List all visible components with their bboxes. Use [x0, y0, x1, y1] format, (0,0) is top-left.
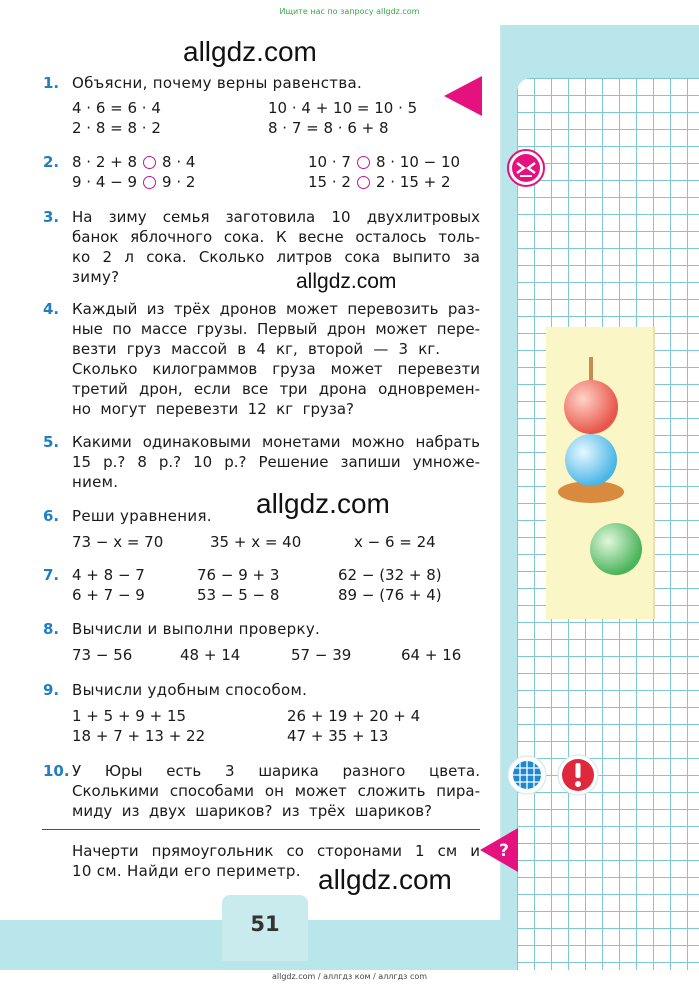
- expr-left: 8 · 2 + 8: [72, 153, 138, 171]
- top-note: Ищите нас по запросу allgdz.com: [279, 7, 420, 16]
- expression: 1 + 5 + 9 + 15: [72, 707, 187, 725]
- task-number: 8.: [43, 620, 60, 638]
- expr-right: 8 · 10 − 10: [375, 153, 461, 171]
- expression: 26 + 19 + 20 + 4: [287, 707, 421, 725]
- equation: 8 · 7 = 8 · 6 + 8: [268, 119, 389, 137]
- task-number: 10.: [43, 762, 70, 780]
- watermark: allgdz.com: [256, 488, 390, 519]
- task-number: 6.: [43, 507, 60, 525]
- equation: 10 · 4 + 10 = 10 · 5: [268, 99, 418, 117]
- task-number: 7.: [43, 566, 60, 584]
- expression: 53 − 5 − 8: [197, 586, 280, 604]
- extra-task-line: 10 см. Найди его периметр.: [72, 862, 301, 880]
- compare-circle[interactable]: [143, 176, 156, 189]
- compare-row: [308, 173, 451, 191]
- task-line: На зиму семья заготовила 10 двухлитровых: [72, 208, 480, 226]
- svg-text:?: ?: [499, 841, 509, 861]
- equation: 2 · 8 = 8 · 2: [72, 119, 161, 137]
- watermark: allgdz.com: [318, 864, 452, 895]
- task-line: ко 2 л сока. Сколько литров сока выпито за: [72, 248, 480, 266]
- expression: 48 + 14: [180, 646, 241, 664]
- task-number: 9.: [43, 681, 60, 699]
- pink-arrow-icon: [444, 76, 482, 116]
- compare-circle[interactable]: [143, 156, 156, 169]
- compare-row: [72, 153, 195, 171]
- task-number: 4.: [43, 300, 60, 318]
- warning-icon: [557, 754, 599, 796]
- expr-right: 8 · 4: [162, 153, 196, 171]
- compare-row: [308, 153, 460, 171]
- task-text: Вычисли и выполни проверку.: [72, 620, 321, 638]
- task-line: ные по массе грузы. Первый дрон может пере-: [72, 320, 480, 338]
- task-line: нием.: [72, 473, 119, 491]
- compare-circle[interactable]: [357, 156, 370, 169]
- bottom-note: allgdz.com / аллгдз ком / аллгдз com: [271, 972, 428, 981]
- page-number: 51: [250, 912, 280, 936]
- task-line: Сколько килограммов груза может перевезти: [72, 360, 480, 378]
- task-text: Реши уравнения.: [72, 507, 212, 525]
- task-number: 5.: [43, 433, 60, 451]
- expr-right: 2 · 15 + 2: [375, 173, 451, 191]
- expression: 47 + 35 + 13: [287, 727, 389, 745]
- expr-left: 9 · 4 − 9: [72, 173, 138, 191]
- task-line: 15 р.? 8 р.? 10 р.? Решение запиши умноже-: [72, 453, 480, 471]
- expression: 76 − 9 + 3: [197, 566, 280, 584]
- watermark: allgdz.com: [183, 36, 317, 67]
- expr-left: 10 · 7: [308, 153, 351, 171]
- task-line: Какими одинаковыми монетами можно набрать: [72, 433, 480, 451]
- abacus-beads: [546, 327, 653, 619]
- expr-left: 15 · 2: [308, 173, 351, 191]
- equation: 4 · 6 = 6 · 4: [72, 99, 161, 117]
- equation: x − 6 = 24: [354, 533, 436, 551]
- expression: 6 + 7 − 9: [72, 586, 145, 604]
- grid-globe-icon: [507, 755, 547, 795]
- expression: 64 + 16: [401, 646, 462, 664]
- section-divider: [42, 829, 480, 830]
- task-number: 3.: [43, 208, 60, 226]
- watermark: allgdz.com: [296, 270, 397, 293]
- task-text: Объясни, почему верны равенства.: [72, 74, 363, 92]
- task-number: 2.: [43, 153, 60, 171]
- extra-task-line: Начерти прямоугольник со сторонами 1 см и: [72, 842, 480, 860]
- task-line: У Юры есть 3 шарика разного цвета.: [72, 762, 480, 780]
- expression: 57 − 39: [291, 646, 352, 664]
- equation: 35 + x = 40: [210, 533, 302, 551]
- expression: 89 − (76 + 4): [338, 586, 442, 604]
- task-line: везти груз массой в 4 кг, второй — 3 кг.: [72, 340, 440, 358]
- task-line: но могут перевезти 12 кг груза?: [72, 400, 354, 418]
- compare-row: [72, 173, 195, 191]
- task-line: Каждый из трёх дронов может перевозить раз-: [72, 300, 480, 318]
- task-text: Вычисли удобным способом.: [72, 681, 308, 699]
- compare-circle[interactable]: [357, 176, 370, 189]
- task-line: банок яблочного сока. К весне осталось толь-: [72, 228, 480, 246]
- task-number: 1.: [43, 74, 60, 92]
- expression: 62 − (32 + 8): [338, 566, 442, 584]
- task-line: третий дрон, если все три дрона одновремен-: [72, 380, 480, 398]
- pair-work-icon: [507, 149, 545, 187]
- question-icon: [480, 828, 518, 872]
- task-line: зиму?: [72, 268, 120, 286]
- expression: 4 + 8 − 7: [72, 566, 145, 584]
- expression: 18 + 7 + 13 + 22: [72, 727, 206, 745]
- task-line: Сколькими способами он может сложить пира-: [72, 782, 480, 800]
- expression: 73 − 56: [72, 646, 133, 664]
- expr-right: 9 · 2: [162, 173, 196, 191]
- equation: 73 − x = 70: [72, 533, 164, 551]
- task-line: миду из двух шариков? из трёх шариков?: [72, 802, 432, 820]
